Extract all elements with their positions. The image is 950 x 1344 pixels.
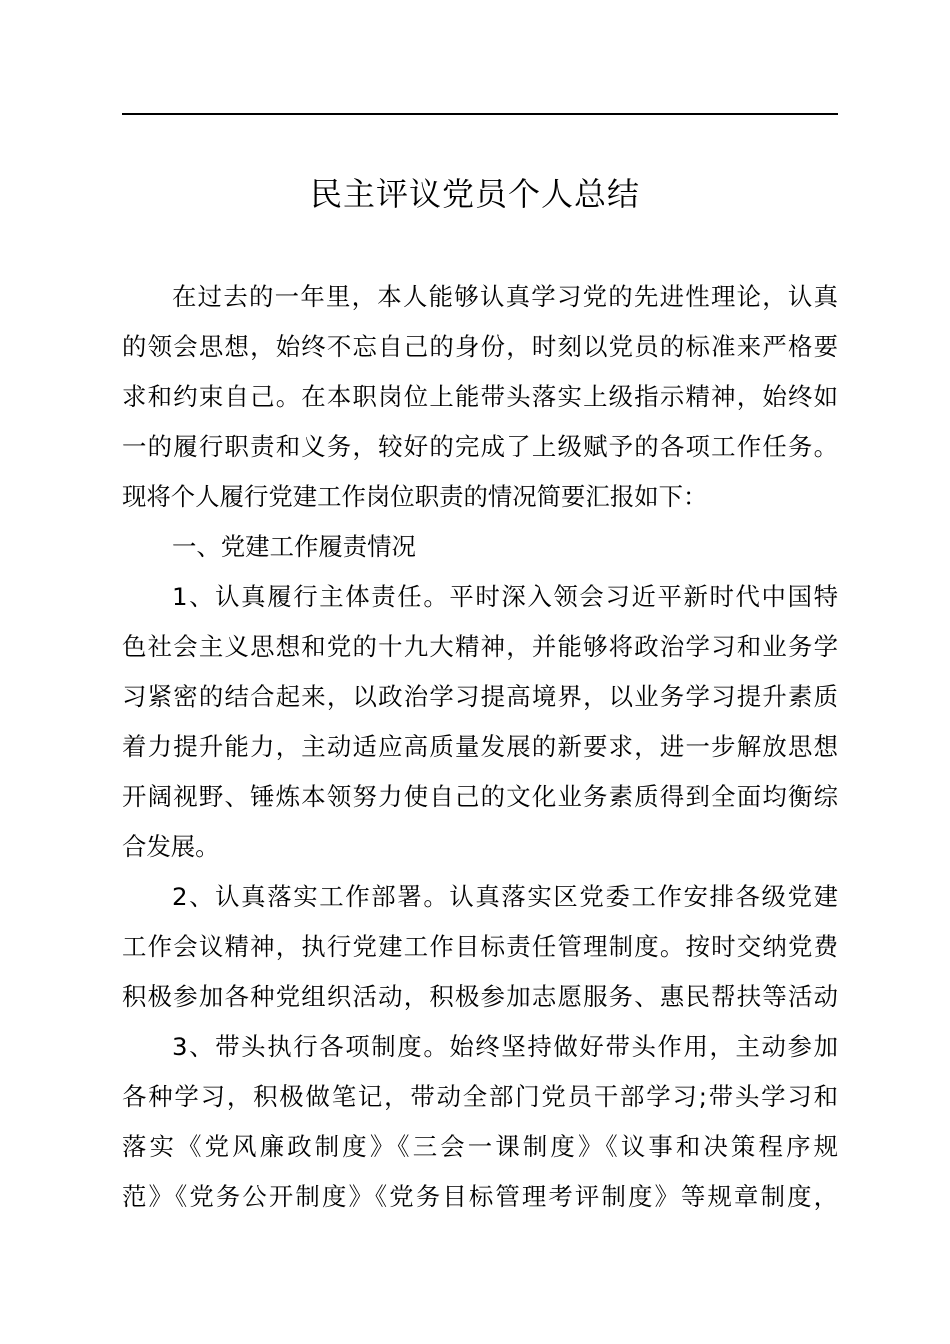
document-title: 民主评议党员个人总结 (309, 175, 640, 213)
body-line: 2、认真落实工作部署。认真落实区党委工作安排各级党建 (172, 882, 838, 911)
body-line: 在过去的一年里，本人能够认真学习党的先进性理论，认真 (172, 282, 838, 311)
header-rule (122, 113, 838, 115)
body-line: 现将个人履行党建工作岗位职责的情况简要汇报如下： (122, 482, 708, 511)
body-line: 1、认真履行主体责任。平时深入领会习近平新时代中国特 (172, 582, 838, 611)
body-line: 开阔视野、锤炼本领努力使自己的文化业务素质得到全面均衡综 (122, 782, 838, 811)
body-line: 合发展。 (122, 832, 220, 861)
body-line: 着力提升能力，主动适应高质量发展的新要求，进一步解放思想 (122, 732, 838, 761)
body-line: 积极参加各种党组织活动，积极参加志愿服务、惠民帮扶等活动 (122, 982, 838, 1011)
body-line: 范》《党务公开制度》《党务目标管理考评制度》等规章制度， (122, 1182, 838, 1211)
body-line: 一的履行职责和义务，较好的完成了上级赋予的各项工作任务。 (122, 432, 838, 461)
body-line: 的领会思想，始终不忘自己的身份，时刻以党员的标准来严格要 (122, 332, 838, 361)
section-heading: 一、党建工作履责情况 (172, 532, 416, 561)
body-text (122, 272, 838, 1222)
body-line: 各种学习，积极做笔记，带动全部门党员干部学习;带头学习和 (122, 1082, 838, 1111)
body-line: 工作会议精神，执行党建工作目标责任管理制度。按时交纳党费 (122, 932, 838, 961)
body-line: 求和约束自己。在本职岗位上能带头落实上级指示精神，始终如 (122, 382, 838, 411)
body-line: 习紧密的结合起来，以政治学习提高境界，以业务学习提升素质 (122, 682, 838, 711)
body-line: 3、带头执行各项制度。始终坚持做好带头作用，主动参加 (172, 1032, 838, 1061)
body-line: 落实《党风廉政制度》《三会一课制度》《议事和决策程序规 (122, 1132, 838, 1161)
body-line: 色社会主义思想和党的十九大精神，并能够将政治学习和业务学 (122, 632, 838, 661)
